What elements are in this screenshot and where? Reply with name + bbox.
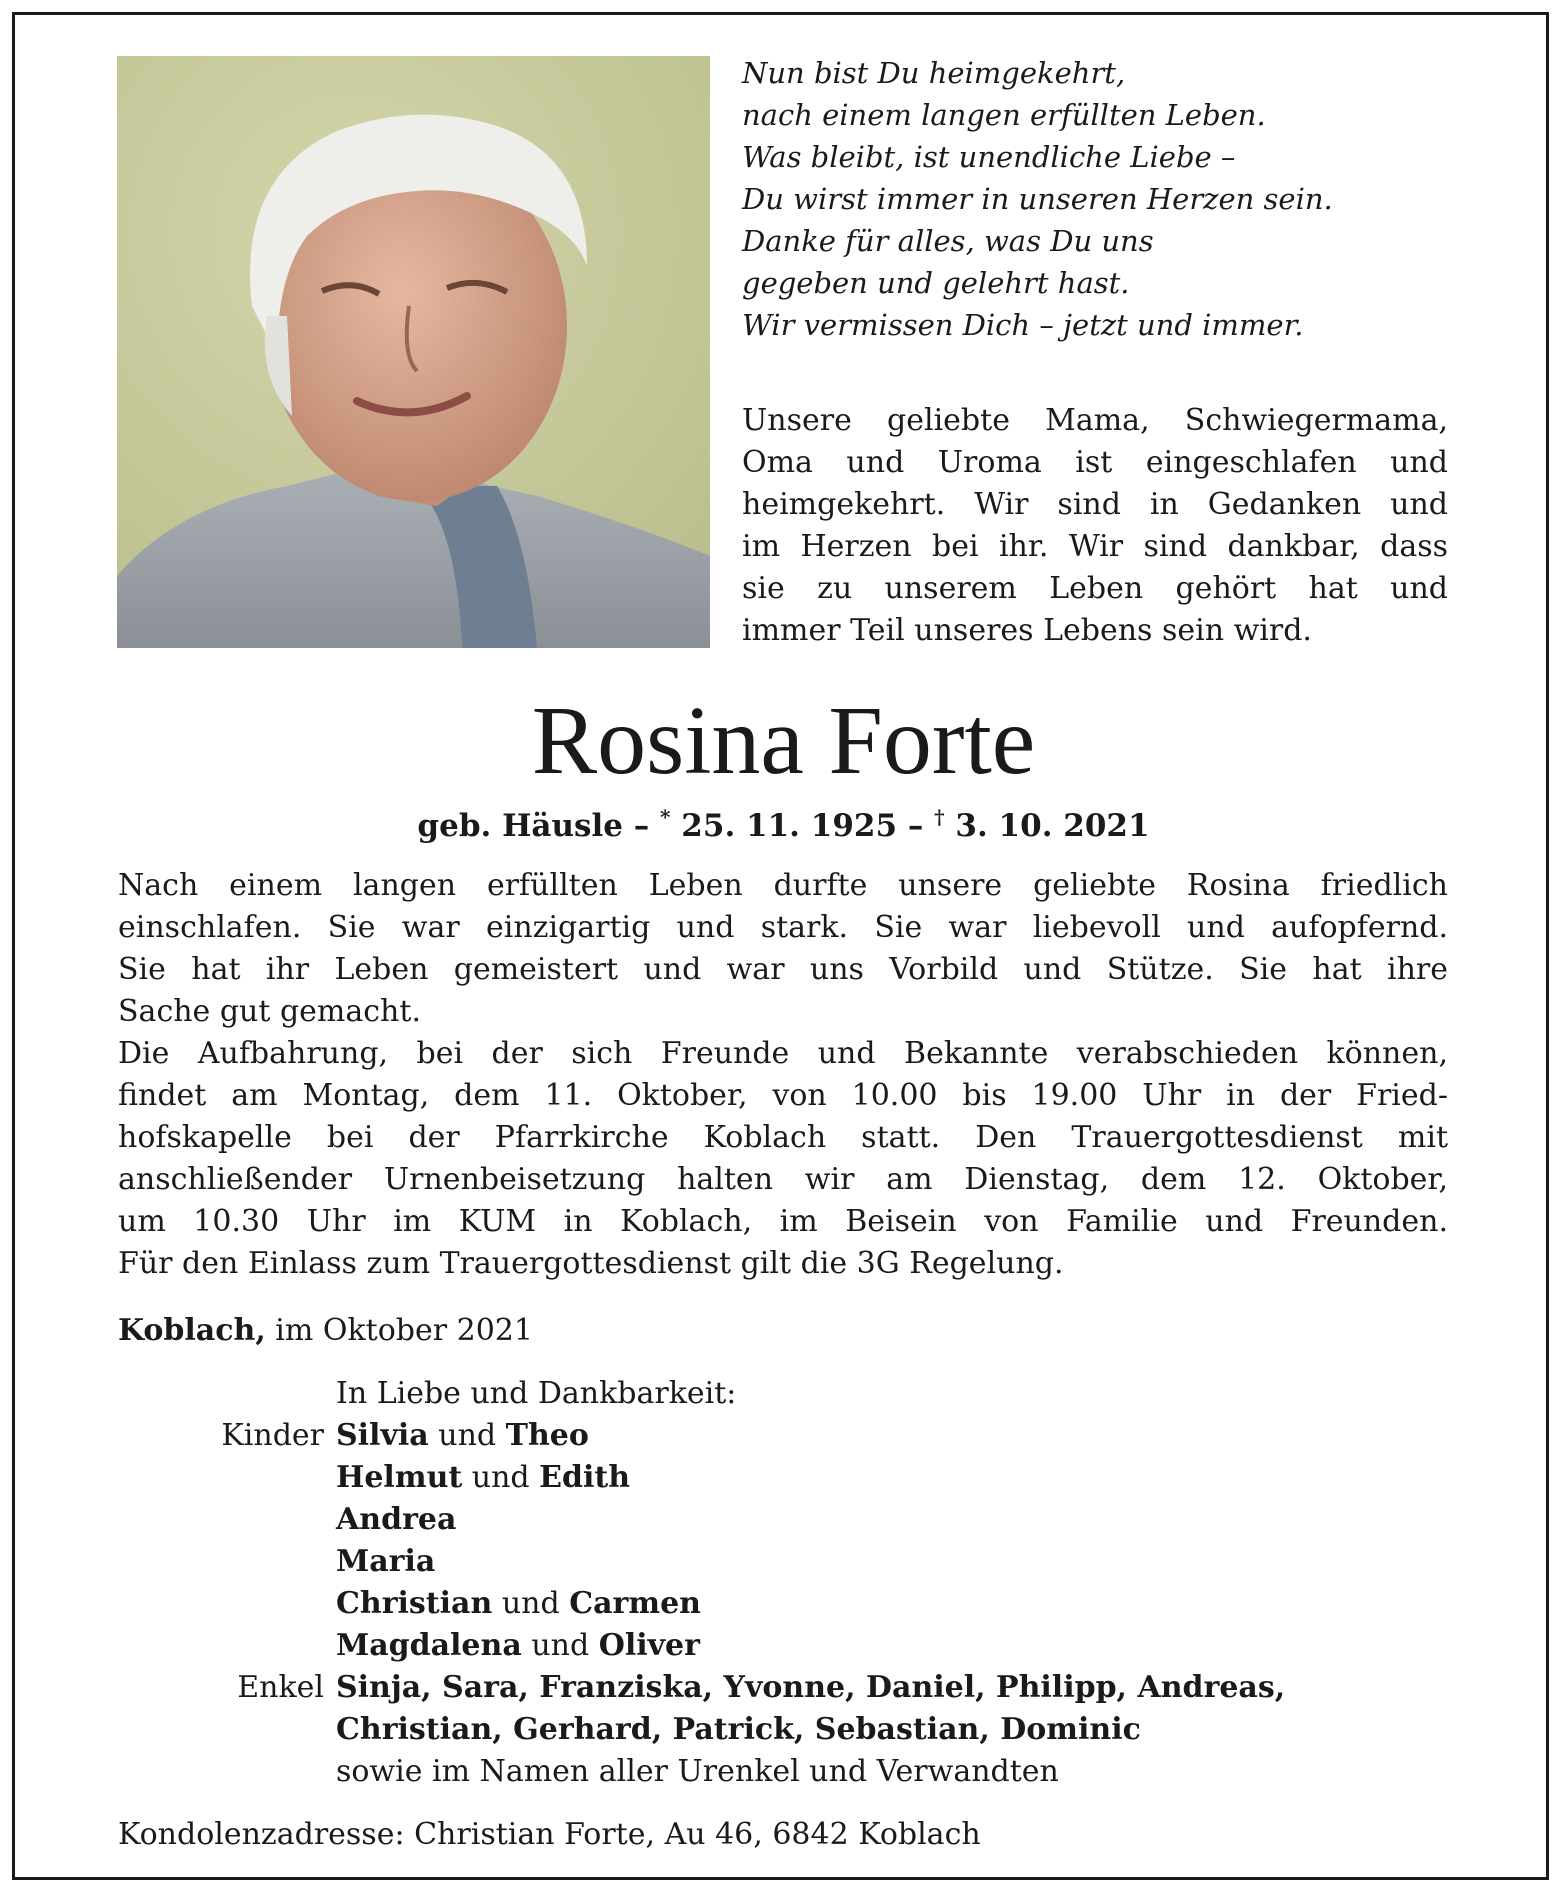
kinder-row xyxy=(118,1415,1458,1457)
born-symbol: * xyxy=(660,805,671,829)
poem xyxy=(742,52,1462,346)
body-line: Die Aufbahrung, bei der sich Freunde und Bekannte verabschieden können, xyxy=(118,1036,1448,1071)
child-name: Magdalena xyxy=(336,1628,522,1663)
intro-line: heimgekehrt. Wir sind in Gedanken und xyxy=(742,487,1448,522)
birth-date: 25. 11. 1925 xyxy=(670,808,898,844)
child-name: Maria xyxy=(336,1544,436,1579)
and-word: und xyxy=(521,1628,599,1663)
died-symbol: † xyxy=(934,805,945,829)
place-month: im Oktober 2021 xyxy=(265,1313,533,1348)
deceased-name: Rosina Forte xyxy=(531,687,1036,795)
enkel-row xyxy=(118,1667,1458,1709)
poem-line: Du wirst immer in unseren Herzen sein. xyxy=(742,182,1333,216)
child-name: Helmut xyxy=(336,1460,463,1495)
kinder-label: Kinder xyxy=(221,1418,324,1453)
enkel-label: Enkel xyxy=(237,1670,324,1705)
kinder-row xyxy=(118,1457,1458,1499)
body-line: Sie hat ihr Leben gemeistert und war uns Vorbild und Stütze. Sie hat ihre xyxy=(118,952,1448,987)
poem-line: nach einem langen erfüllten Leben. xyxy=(742,98,1266,132)
body-line: Für den Einlass zum Trauergottesdienst gilt die 3G Regelung. xyxy=(118,1246,1064,1281)
place-date xyxy=(118,1310,533,1352)
intro-paragraph xyxy=(742,400,1448,652)
closing-row xyxy=(118,1751,1458,1793)
and-word: und xyxy=(462,1460,540,1495)
condolence-address: Kondolenzadresse: Christian Forte, Au 46, 6842 Koblach xyxy=(118,1817,981,1852)
enkel-row xyxy=(118,1709,1458,1751)
child-name: Christian xyxy=(336,1586,493,1621)
body-line: hofskapelle bei der Pfarrkirche Koblach statt. Den Trauergottesdienst mit xyxy=(118,1120,1448,1155)
poem-line: Nun bist Du heimgekehrt, xyxy=(742,56,1126,90)
family-list xyxy=(118,1373,1458,1793)
grandchildren-names: Sinja, Sara, Franziska, Yvonne, Daniel, Philipp, Andreas, xyxy=(336,1670,1286,1705)
poem-line: gegeben und gelehrt hast. xyxy=(742,266,1130,300)
portrait-illustration xyxy=(117,56,710,648)
child-name: Andrea xyxy=(336,1502,457,1537)
dates-separator: – xyxy=(622,808,661,844)
life-dates xyxy=(0,795,1567,848)
intro-line: sie zu unserem Leben gehört hat und xyxy=(742,571,1448,606)
place-town: Koblach, xyxy=(118,1313,266,1348)
child-name: Silvia xyxy=(336,1418,429,1453)
spouse-name: Theo xyxy=(505,1418,589,1453)
closing-line: sowie im Namen aller Urenkel und Verwandten xyxy=(336,1754,1059,1789)
body-line: Sache gut gemacht. xyxy=(118,994,421,1029)
spouse-name: Edith xyxy=(539,1460,631,1495)
poem-line: Danke für alles, was Du uns xyxy=(742,224,1154,258)
poem-line: Wir vermissen Dich – jetzt und immer. xyxy=(742,308,1304,342)
body-line: Nach einem langen erfüllten Leben durfte unsere geliebte Rosina friedlich xyxy=(118,868,1448,903)
kinder-row xyxy=(118,1583,1458,1625)
death-date: 3. 10. 2021 xyxy=(944,808,1150,844)
family-heading: In Liebe und Dankbarkeit: xyxy=(336,1376,737,1411)
kinder-row xyxy=(118,1541,1458,1583)
body-text xyxy=(118,865,1448,1285)
body-line: anschließender Urnenbeisetzung halten wir am Dienstag, dem 12. Oktober, xyxy=(118,1162,1448,1197)
intro-line: Unsere geliebte Mama, Schwiegermama, xyxy=(742,403,1448,438)
maiden-name: geb. Häusle xyxy=(417,808,623,844)
family-heading-row xyxy=(118,1373,1458,1415)
intro-line: immer Teil unseres Lebens sein wird. xyxy=(742,613,1312,648)
grandchildren-names: Christian, Gerhard, Patrick, Sebastian, Dominic xyxy=(336,1712,1141,1747)
intro-line: Oma und Uroma ist eingeschlafen und xyxy=(742,445,1448,480)
kinder-row xyxy=(118,1499,1458,1541)
poem-line: Was bleibt, ist unendliche Liebe – xyxy=(742,140,1236,174)
and-word: und xyxy=(428,1418,506,1453)
and-word: und xyxy=(492,1586,570,1621)
body-line: um 10.30 Uhr im KUM in Koblach, im Beisein von Familie und Freunden. xyxy=(118,1204,1448,1239)
intro-line: im Herzen bei ihr. Wir sind dankbar, dass xyxy=(742,529,1448,564)
spouse-name: Oliver xyxy=(598,1628,700,1663)
body-line: findet am Montag, dem 11. Oktober, von 10.00 bis 19.00 Uhr in der Fried- xyxy=(118,1078,1448,1113)
kinder-row xyxy=(118,1625,1458,1667)
spouse-name: Carmen xyxy=(569,1586,701,1621)
body-line: einschlafen. Sie war einzigartig und stark. Sie war liebevoll und aufopfernd. xyxy=(118,910,1448,945)
row-label-empty xyxy=(118,1373,336,1415)
portrait-photo xyxy=(117,56,710,648)
dates-separator: – xyxy=(897,808,935,844)
